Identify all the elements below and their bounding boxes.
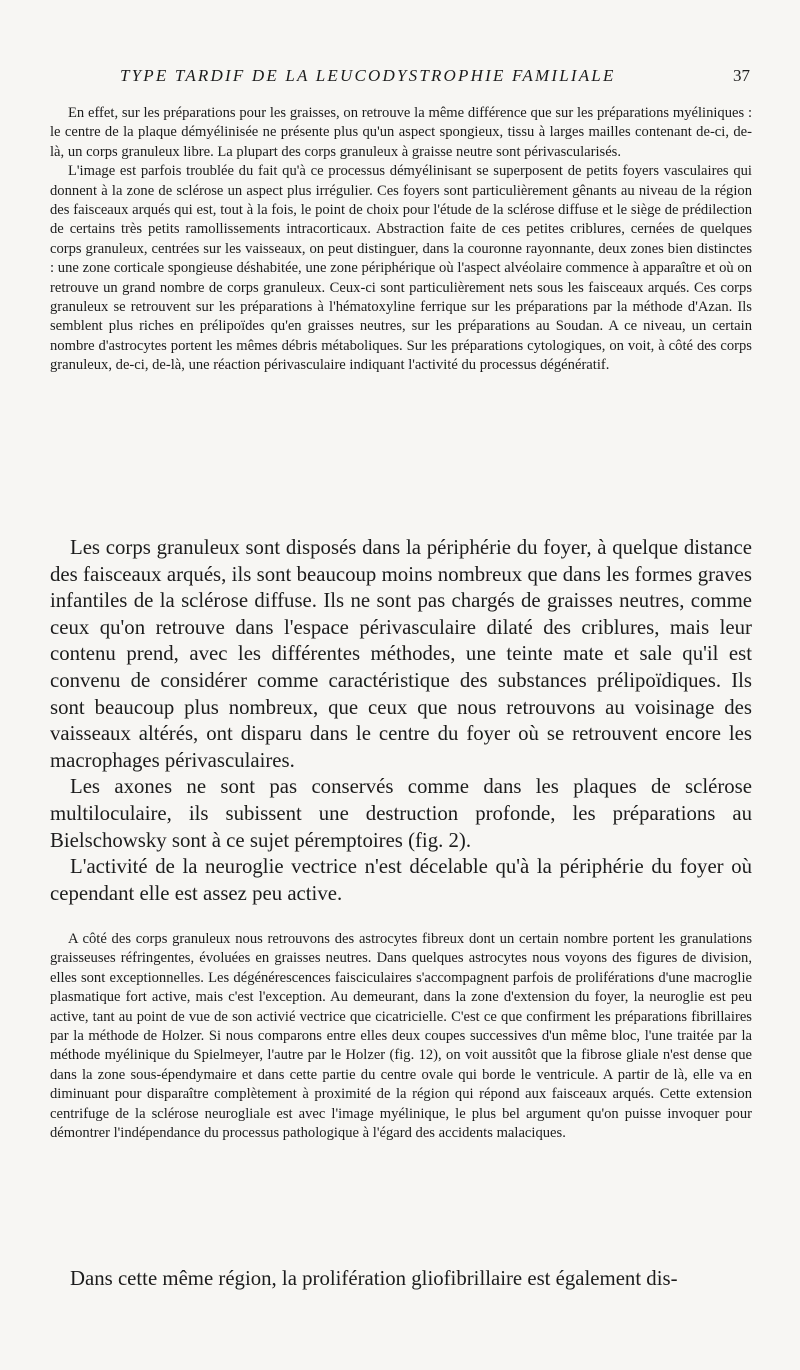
- paragraph-7: Dans cette même région, la prolifération gliofibrillaire est également dis-: [70, 1267, 678, 1290]
- large-text-block-1: [50, 535, 752, 907]
- running-title: TYPE TARDIF DE LA LEUCODYSTROPHIE FAMILIALE: [120, 66, 616, 85]
- large-text-block-2: [50, 1266, 752, 1293]
- small-text-block-2: [50, 930, 752, 1143]
- paragraph-6: A côté des corps granuleux nous retrouvons des astrocytes fibreux dont un certain nombre portent les granulations graisseuses réfringentes, évoluées en graisses neutres. Dans quelques astrocytes nous voyons des figures de division, elles sont exceptionnelles. Les dégénérescences faisciculaires s'accompagnent parfois de proliférations d'une macroglie plasmatique fort active, mais c'est l'exception. Au demeurant, dans la zone d'extension du foyer, la neuroglie est peu active, tant au point de vue de son activié vectrice que cicatricielle. C'est ce que confirment les préparations fibrillaires par la méthode de Holzer. Si nous comparons entre elles deux coupes successives d'un même bloc, l'une traitée par la méthode myélinique du Spielmeyer, l'autre par le Holzer (fig. 12), on voit aussitôt que la fibrose gliale n'est dense que dans la zone sous-épendymaire et dans cette partie du centre ovale qui borde le ventricule. A partir de là, elle va en diminuant pour disparaître complètement à proximité de la région qui répond aux faisceaux arqués. Cette extension centrifuge de la sclérose neurogliale est avec l'image myélinique, le plus bel argument qu'on puisse invoquer pour démontrer l'indépendance du processus pathologique à l'égard des accidents malaciques.: [50, 931, 752, 1142]
- paragraph-1: En effet, sur les préparations pour les graisses, on retrouve la même différence que sur les préparations myéliniques : le centre de la plaque démyélinisée ne présente plus qu'un aspect spongieux, tissu à larges mailles contenant de-ci, de-là, un corps granuleux libre. La plupart des corps granuleux à graisse neutre sont périvascularisés.: [50, 105, 752, 160]
- paragraph-2: L'image est parfois troublée du fait qu'à ce processus démyélinisant se superposent de petits foyers vasculaires qui donnent à la zone de sclérose un aspect plus irrégulier. Ces foyers sont particulièrement gênants au niveau de la région des faisceaux arqués qui est, tout à la fois, le point de choix pour l'étude de la sclérose diffuse et le siège de prédilection de certains très petits ramollissements intracorticaux. Abstraction faite de ces petites criblures, cernées de quelques corps granuleux, centrées sur les vaisseaux, on peut distinguer, dans la couronne rayonnante, deux zones bien distinctes : une zone corticale spongieuse déshabitée, une zone périphérique où l'aspect alvéolaire commence à apparaître et où on retrouve un grand nombre de corps granuleux. Ceux-ci sont particulièrement nets sous les faisceaux arqués. Ces corps granuleux se retrouvent sur les préparations à l'hématoxyline ferrique sur les préparations par la méthode d'Azan. Ils semblent plus riches en prélipoïdes qu'en graisses neutres, sur les préparations au Soudan. A ce niveau, un certain nombre d'astrocytes portent les mêmes débris métaboliques. Sur les préparations cytologiques, on voit, à côté des corps granuleux, de-ci, de-là, une réaction périvasculaire indiquant l'activité du processus dégénératif.: [50, 163, 752, 374]
- paragraph-5: L'activité de la neuroglie vectrice n'est décelable qu'à la périphérie du foyer où cependant elle est assez peu active.: [50, 855, 752, 905]
- paragraph-3: Les corps granuleux sont disposés dans la périphérie du foyer, à quelque distance des faisceaux arqués, ils sont beaucoup moins nombreux que dans les formes graves infantiles de la sclérose diffuse. Ils ne sont pas chargés de graisses neutres, comme ceux qu'on retrouve dans l'espace périvasculaire dilaté des criblures, mais leur contenu prend, avec les différentes méthodes, une teinte mate et sale qu'il est convenu de considérer comme caractéristique des substances prélipoïdiques. Ils sont beaucoup plus nombreux, que ceux que nous retrouvons au voisinage des vaisseaux altérés, ont disparu dans le centre du foyer où se retrouvent encore les macrophages périvasculaires.: [50, 536, 752, 772]
- small-text-block-1: [50, 104, 752, 376]
- paragraph-4: Les axones ne sont pas conservés comme dans les plaques de sclérose multiloculaire, ils subissent une destruction profonde, les préparations au Bielschowsky sont à ce sujet péremptoires (fig. 2).: [50, 775, 752, 852]
- page-number: 37: [733, 66, 750, 85]
- running-header: [120, 66, 750, 92]
